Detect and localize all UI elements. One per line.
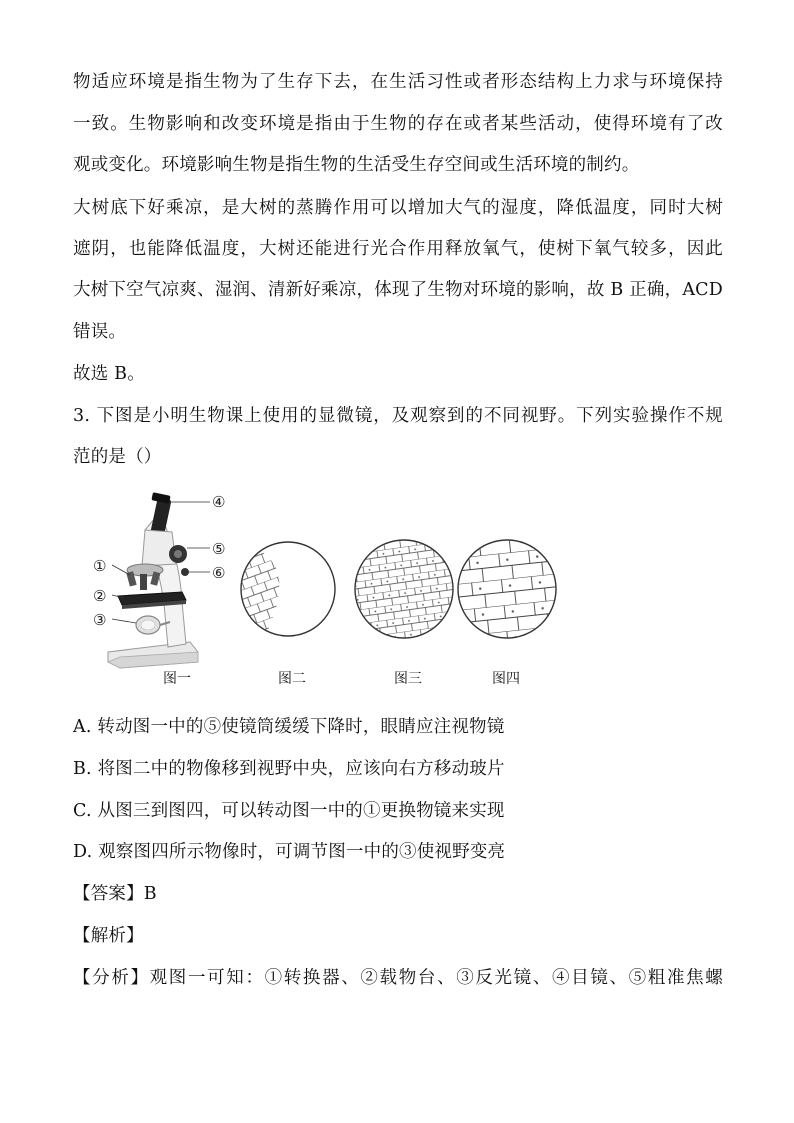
view-2-circle: [240, 542, 335, 636]
caption-figure-1: 图一: [163, 671, 191, 687]
microscope-figure: [90, 492, 570, 692]
text-line-4: 大树底下好乘凉，是大树的蒸腾作用可以增加大气的湿度，降低温度，同时大树: [73, 198, 723, 218]
option-c: C. 从图三到图四，可以转动图一中的①更换物镜来实现: [73, 801, 505, 821]
option-d: D. 观察图四所示物像时，可调节图一中的③使视野变亮: [73, 842, 506, 862]
callout-4: ④: [212, 493, 226, 511]
text-line-3: 观或变化。环境影响生物是指生物的生活受生存空间或生活环境的制约。: [73, 155, 640, 175]
text-line-2: 一致。生物影响和改变环境是指由于生物的存在或者某些活动，使得环境有了改: [73, 114, 723, 134]
caption-figure-4: 图四: [492, 671, 520, 687]
callout-6: ⑥: [212, 564, 226, 582]
view-4-circle: [450, 532, 565, 652]
microscope-illustration: [108, 492, 198, 668]
option-a: A. 转动图一中的⑤使镜筒缓缓下降时，眼睛应注视物镜: [73, 717, 505, 737]
callout-2: ②: [93, 587, 107, 605]
option-b: B. 将图二中的物像移到视野中央，应该向右方移动玻片: [73, 759, 505, 779]
question-stem-line-1: 3. 下图是小明生物课上使用的显微镜，及观察到的不同视野。下列实验操作不规: [73, 406, 723, 426]
callout-1: ①: [93, 557, 107, 575]
text-line-6: 大树下空气凉爽、湿润、清新好乘凉，体现了生物对环境的影响，故 B 正确，ACD: [73, 280, 723, 300]
question-stem-line-2: 范的是（）: [73, 447, 162, 467]
callout-3: ③: [93, 611, 107, 629]
caption-figure-3: 图三: [394, 671, 422, 687]
answer-line: 【答案】B: [73, 884, 157, 904]
text-line-7: 错误。: [73, 322, 127, 342]
text-line-5: 遮阴，也能降低温度，大树还能进行光合作用释放氧气，使树下氧气较多，因此: [73, 239, 723, 259]
text-line-8: 故选 B。: [73, 364, 145, 384]
view-3-circle: [350, 532, 460, 652]
caption-figure-2: 图二: [278, 671, 306, 687]
analysis-line: 【分析】观图一可知：①转换器、②载物台、③反光镜、④目镜、⑤粗准焦螺: [73, 968, 723, 988]
callout-5: ⑤: [212, 540, 226, 558]
analysis-title: 【解析】: [73, 926, 144, 946]
text-line-1: 物适应环境是指生物为了生存下去，在生活习性或者形态结构上力求与环境保持: [73, 72, 723, 92]
